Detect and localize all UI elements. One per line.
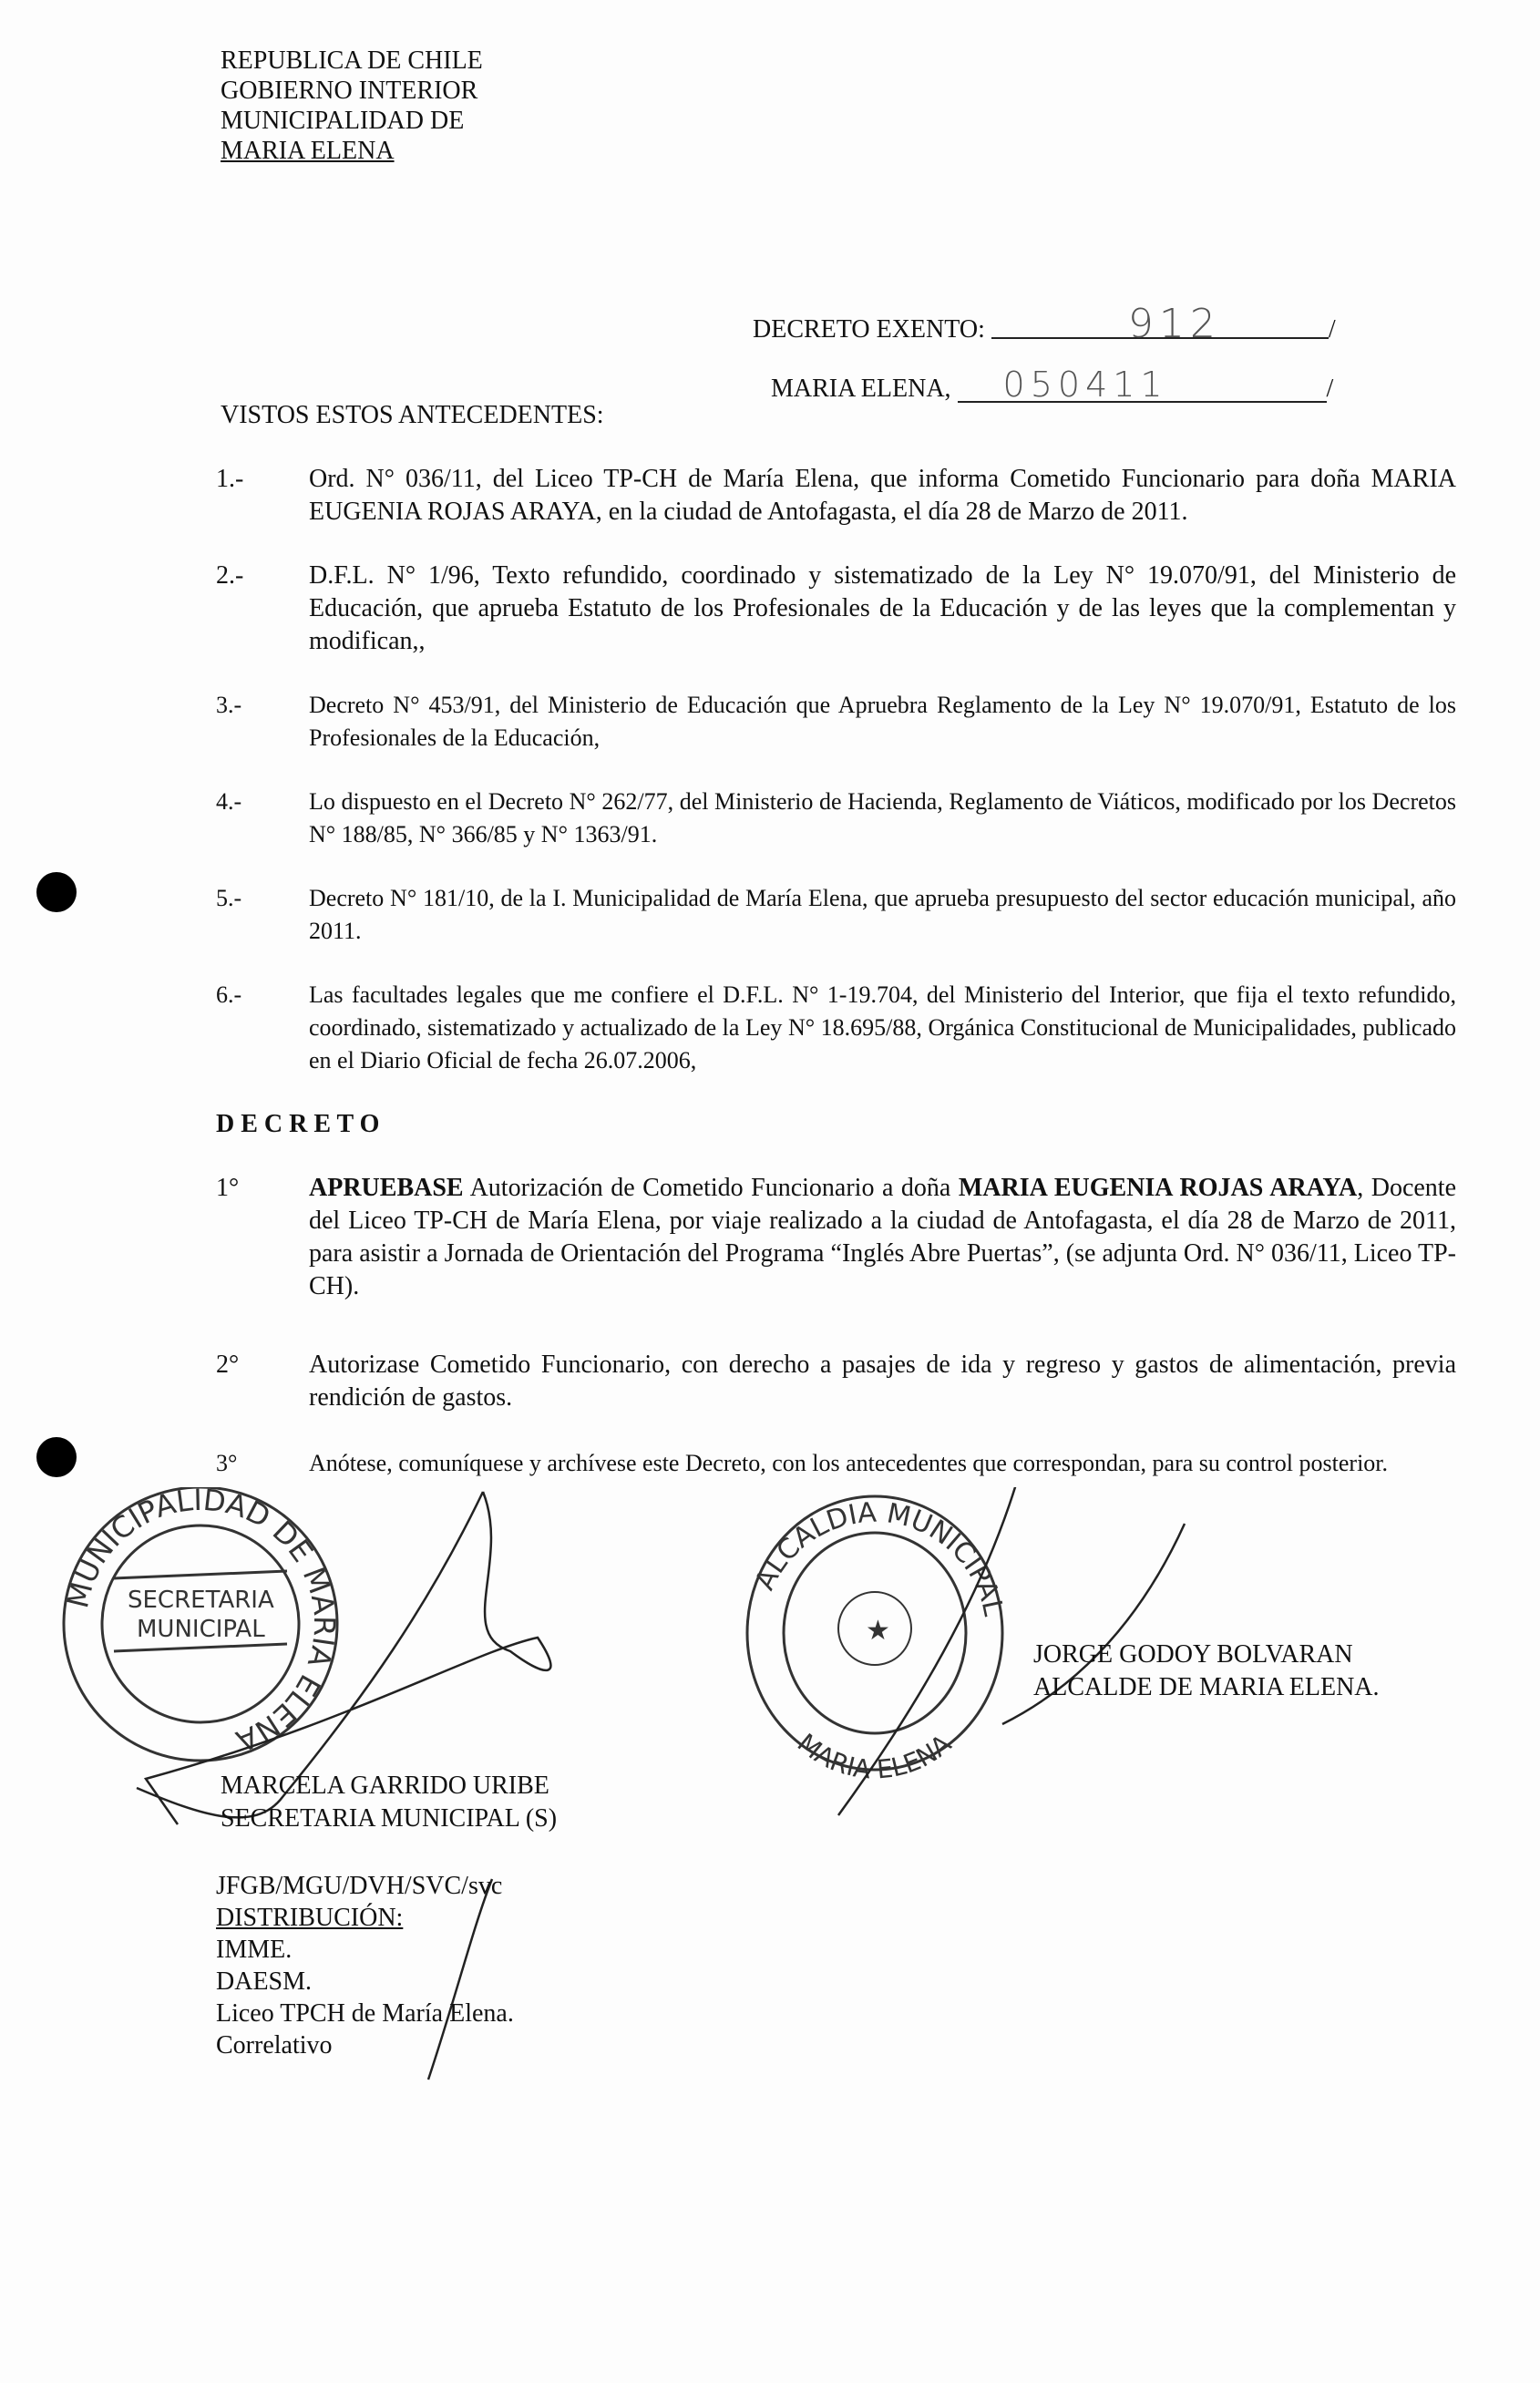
signer-title: SECRETARIA MUNICIPAL (S) bbox=[221, 1804, 558, 1833]
decree-number: 912 bbox=[1127, 301, 1221, 347]
antecedent-item bbox=[216, 979, 1456, 1077]
initials: JFGB/MGU/DVH/SVC/svc bbox=[216, 1872, 503, 1900]
alcalde-signature-block bbox=[1033, 1638, 1380, 1704]
item-text: Las facultades legales que me confiere el D.F.L. N° 1-19.704, del Ministerio del Interior, que fija el texto refundido, coordinado, sistematizado y actualizado de la Ley N° 18.695/88, Orgánica Constitucional de Municipalidades, publicado en el Diario Oficial de fecha 26.07.2006, bbox=[309, 981, 1456, 1073]
article-number: 3° bbox=[216, 1450, 238, 1476]
letterhead-line: MARIA ELENA bbox=[221, 137, 395, 165]
signature-section bbox=[0, 1487, 1540, 2303]
signer-name: JORGE GODOY BOLVARAN bbox=[1033, 1640, 1353, 1669]
punch-hole bbox=[36, 872, 77, 912]
letterhead-line: GOBIERNO INTERIOR bbox=[221, 77, 478, 105]
vistos-heading: VISTOS ESTOS ANTECEDENTES: bbox=[221, 401, 604, 429]
item-text: Ord. N° 036/11, del Liceo TP-CH de María Elena, que informa Cometido Funcionario para doña MARIA EUGENIA ROJAS ARAYA, en la ciudad de Antofagasta, el día 28 de Marzo de 2011. bbox=[309, 465, 1456, 526]
stamp-ring-text: MARIA ELENA bbox=[791, 1727, 958, 1785]
item-number: 4.- bbox=[216, 788, 242, 815]
article-item bbox=[216, 1447, 1456, 1480]
slash: / bbox=[1326, 375, 1334, 403]
coat-of-arms-icon: ★ bbox=[866, 1616, 890, 1646]
distribution-heading: DISTRIBUCIÓN: bbox=[216, 1904, 404, 1932]
signer-name: MARCELA GARRIDO URIBE bbox=[221, 1772, 549, 1800]
text: , Docente del Liceo TP-CH de María Elena, por viaje realizado a la ciudad de Antofagasta, el día 28 de Marzo de 2011, para asistir a Jornada de Orientación del Programa “Inglés Abre Puertas”, (se adjunta Ord. N° 036/11, Liceo TP-CH). bbox=[309, 1174, 1457, 1300]
article-number: 2° bbox=[216, 1351, 240, 1379]
item-number: 1.- bbox=[216, 465, 244, 493]
punch-hole bbox=[36, 1437, 77, 1477]
bold-text: MARIA EUGENIA ROJAS ARAYA bbox=[958, 1174, 1358, 1202]
decree-body bbox=[60, 463, 1457, 2303]
distribution-item: Correlativo bbox=[216, 2031, 333, 2059]
stamp-ring-text: MUNICIPALIDAD DE MARIA ELENA bbox=[60, 1487, 343, 1759]
antecedent-item bbox=[216, 560, 1456, 658]
stamp-center-text: SECRETARIA bbox=[128, 1587, 274, 1614]
bold-text: APRUEBASE bbox=[309, 1174, 464, 1202]
distribution-item: DAESM. bbox=[216, 1967, 313, 1996]
item-number: 3.- bbox=[216, 692, 242, 718]
letterhead-line: REPUBLICA DE CHILE bbox=[221, 46, 483, 75]
antecedent-item bbox=[216, 463, 1456, 529]
article-item bbox=[216, 1349, 1456, 1414]
item-text: Decreto N° 453/91, del Ministerio de Educación que Apruebra Reglamento de la Ley N° 19.070/91, Estatuto de los Profesionales de la Educación, bbox=[309, 692, 1456, 751]
slash: / bbox=[1328, 315, 1336, 344]
article-number: 1° bbox=[216, 1174, 240, 1202]
signer-title: ALCALDE DE MARIA ELENA. bbox=[1033, 1673, 1380, 1701]
decree-date: 050411 bbox=[1002, 365, 1168, 405]
letterhead-line: MUNICIPALIDAD DE bbox=[221, 107, 465, 135]
item-number: 2.- bbox=[216, 561, 244, 590]
text: Autorización de Cometido Funcionario a doña bbox=[463, 1174, 959, 1202]
stamp-center-text: MUNICIPAL bbox=[137, 1616, 265, 1643]
distribution-item: Liceo TPCH de María Elena. bbox=[216, 1999, 514, 2028]
distribution-block bbox=[216, 1870, 514, 2061]
item-number: 6.- bbox=[216, 981, 242, 1008]
decree-number-line bbox=[753, 301, 1336, 347]
place-label: MARIA ELENA, bbox=[771, 375, 951, 403]
article-item bbox=[216, 1172, 1456, 1303]
item-text: Lo dispuesto en el Decreto N° 262/77, del Ministerio de Hacienda, Reglamento de Viáticos, modificado por los Decretos N° 188/85, N° 366/85 y N° 1363/91. bbox=[309, 788, 1456, 847]
item-text: Decreto N° 181/10, de la I. Municipalidad de María Elena, que aprueba presupuesto del sector educación municipal, año 2011. bbox=[309, 885, 1456, 944]
secretaria-signature-block bbox=[221, 1770, 557, 1835]
antecedent-item bbox=[216, 689, 1456, 755]
article-text: Anótese, comuníquese y archívese este Decreto, con los antecedentes que correspondan, para su control posterior. bbox=[309, 1450, 1389, 1476]
distribution-item: IMME. bbox=[216, 1936, 293, 1964]
decreto-heading: D E C R E T O bbox=[216, 1110, 380, 1138]
letterhead bbox=[221, 46, 483, 166]
antecedent-item bbox=[216, 882, 1456, 948]
item-number: 5.- bbox=[216, 885, 242, 911]
antecedent-item bbox=[216, 786, 1456, 851]
article-text bbox=[309, 1172, 1456, 1303]
item-text: D.F.L. N° 1/96, Texto refundido, coordinado y sistematizado de la Ley N° 19.070/91, del Ministerio de Educación, que aprueba Estatuto de los Profesionales de la Educación y de las leyes que la complementan y modifican,, bbox=[309, 561, 1456, 655]
article-text: Autorizase Cometido Funcionario, con derecho a pasajes de ida y regreso y gastos de alimentación, previa rendición de gastos. bbox=[309, 1351, 1456, 1412]
stamp-ring-text: ALCALDIA MUNICIPAL bbox=[748, 1496, 1010, 1619]
decree-date-line bbox=[771, 365, 1333, 404]
decree-label: DECRETO EXENTO: bbox=[753, 315, 985, 344]
